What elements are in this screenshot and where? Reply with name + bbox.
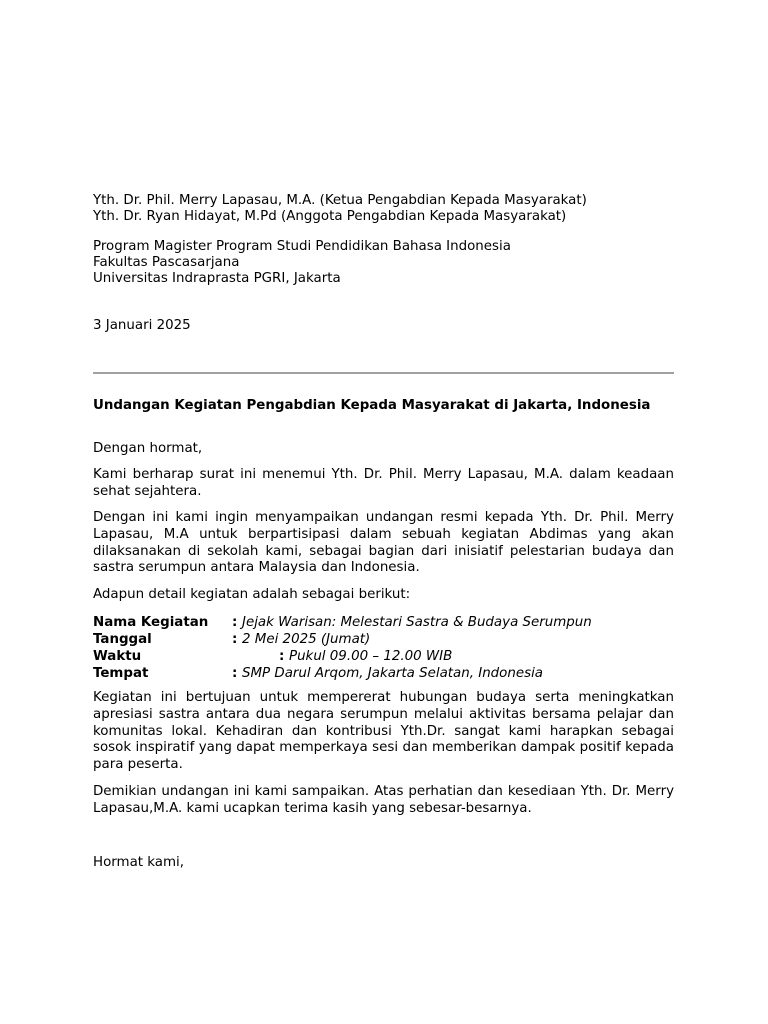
detail-row-activity-name — [93, 614, 674, 631]
detail-row-time — [93, 648, 674, 665]
greeting — [93, 441, 674, 457]
sign-off-text: Hormat kami, — [93, 855, 185, 870]
detail-label: Nama Kegiatan — [93, 615, 209, 630]
detail-label: Waktu — [93, 649, 142, 664]
horizontal-divider — [93, 372, 674, 374]
paragraph-purpose: Kegiatan ini bertujuan untuk mempererat hubungan budaya serta meningkatkan apresiasi sastra antara dua negara serumpun melalui aktivitas bersama pelajar dan komunitas lokal. Kehadiran dan kontribusi Yth.Dr. sangat kami harapkan sebagai sosok inspiratif yang dapat memperkaya sesi dan memberikan dampak positif kepada para peserta. — [93, 690, 674, 773]
date-text: 3 Januari 2025 — [93, 318, 191, 333]
greeting-text: Dengan hormat, — [93, 441, 203, 456]
paragraph-wellbeing: Kami berharap surat ini menemui Yth. Dr. Phil. Merry Lapasau, M.A. dalam keadaan sehat sejahtera. — [93, 467, 674, 499]
detail-colon: : — [232, 666, 238, 681]
detail-row-venue — [93, 665, 674, 682]
detail-value: Jejak Warisan: Melestari Sastra & Budaya Serumpun — [242, 615, 592, 630]
institution-line: Universitas Indraprasta PGRI, Jakarta — [93, 271, 341, 286]
detail-value: Pukul 09.00 – 12.00 WIB — [289, 649, 453, 664]
paragraph-invitation: Dengan ini kami ingin menyampaikan undangan resmi kepada Yth. Dr. Phil. Merry Lapasau, M.A untuk berpartisipasi dalam sebuah kegiatan Abdimas yang akan dilaksanakan di sekolah kami, sebagai bagian dari inisiatif pelestarian budaya dan sastra serumpun antara Malaysia dan Indonesia. — [93, 510, 674, 576]
detail-label: Tanggal — [93, 632, 152, 647]
recipient-line: Yth. Dr. Phil. Merry Lapasau, M.A. (Ketua Pengabdian Kepada Masyarakat) — [93, 193, 587, 208]
recipients-block — [93, 193, 674, 225]
letter-subject: Undangan Kegiatan Pengabdian Kepada Masyarakat di Jakarta, Indonesia — [93, 398, 651, 413]
institution-line: Program Magister Program Studi Pendidikan Bahasa Indonesia — [93, 239, 511, 254]
detail-value: SMP Darul Arqom, Jakarta Selatan, Indonesia — [242, 666, 543, 681]
letter-date — [93, 318, 674, 334]
institution-line: Fakultas Pascasarjana — [93, 255, 240, 270]
detail-colon: : — [279, 649, 285, 664]
detail-value: 2 Mei 2025 (Jumat) — [242, 632, 371, 647]
paragraph-details-intro: Adapun detail kegiatan adalah sebagai berikut: — [93, 587, 411, 602]
institution-block — [93, 239, 674, 287]
event-details — [93, 614, 674, 684]
paragraph-closing: Demikian undangan ini kami sampaikan. Atas perhatian dan kesediaan Yth. Dr. Merry Lapasau,M.A. kami ucapkan terima kasih yang sebesar-besarnya. — [93, 784, 674, 816]
sign-off — [93, 855, 674, 871]
recipient-line: Yth. Dr. Ryan Hidayat, M.Pd (Anggota Pengabdian Kepada Masyarakat) — [93, 209, 567, 224]
detail-row-date — [93, 631, 674, 648]
detail-colon: : — [232, 615, 238, 630]
detail-colon: : — [232, 632, 238, 647]
detail-label: Tempat — [93, 666, 149, 681]
